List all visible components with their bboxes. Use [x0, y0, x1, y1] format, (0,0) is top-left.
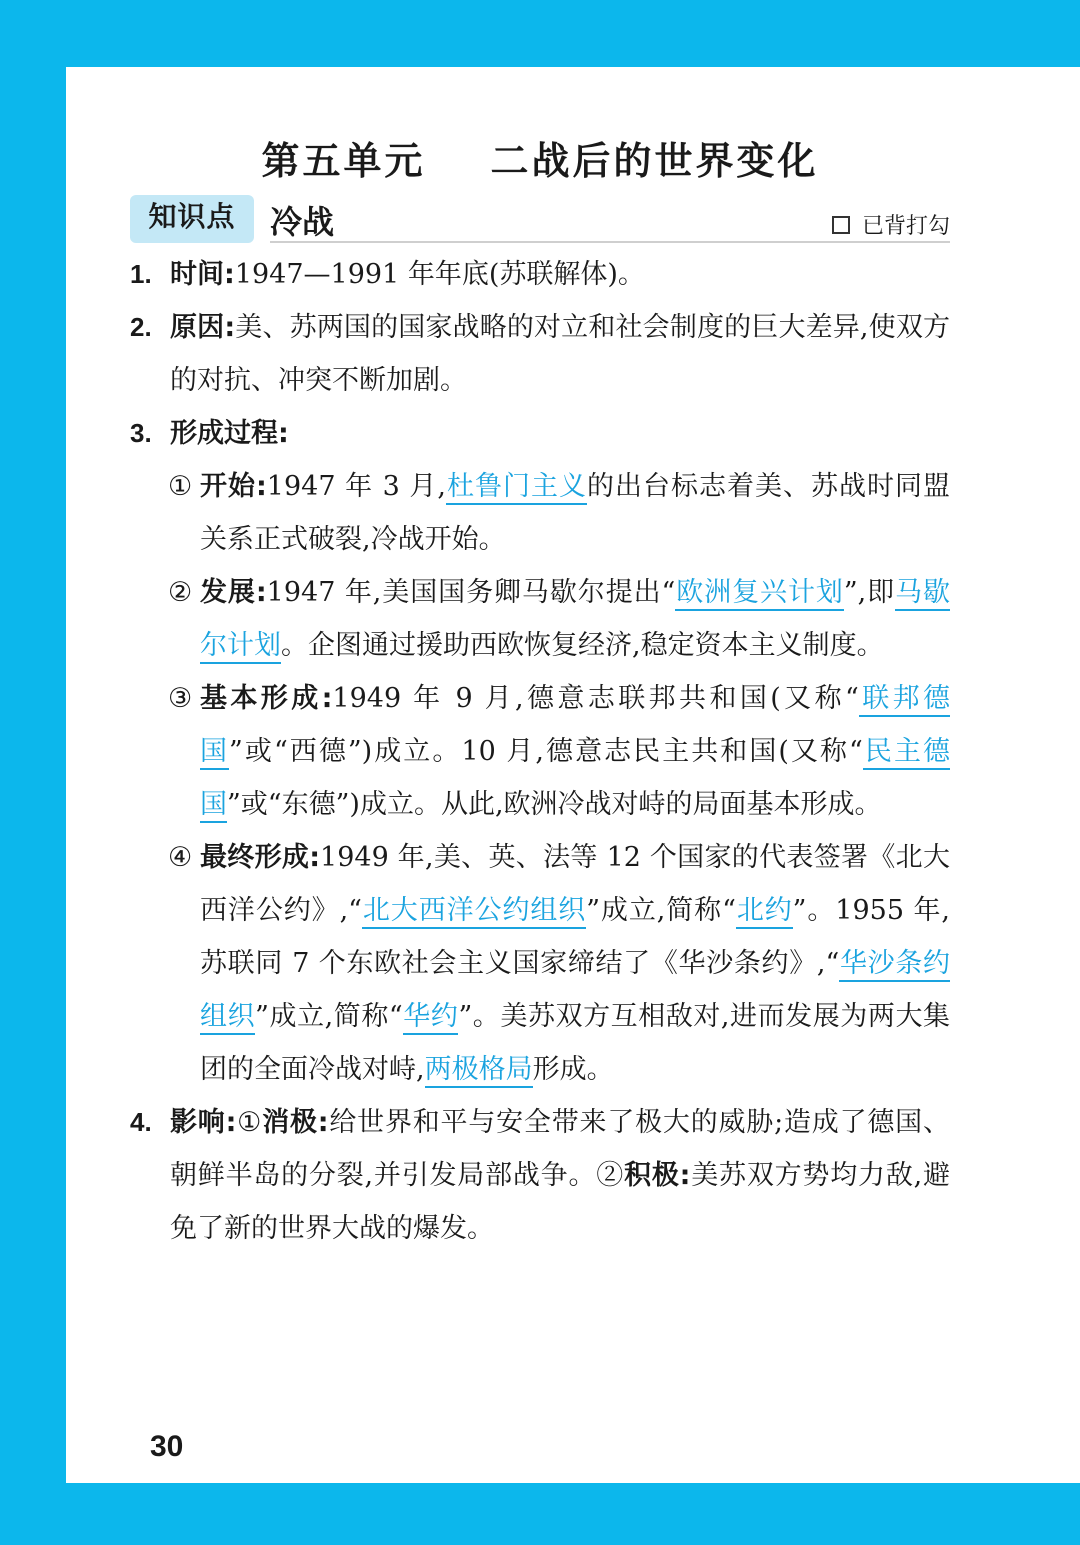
list-item — [130, 407, 950, 460]
list-item — [130, 301, 950, 407]
item-number: 3. — [130, 418, 152, 448]
item-label: 影响: — [170, 1107, 237, 1138]
text: 形成。 — [532, 1054, 614, 1085]
keyword: 民主德国 — [200, 736, 950, 823]
content — [130, 248, 950, 1255]
list-item — [130, 1096, 950, 1255]
sub-label: 开始: — [200, 471, 267, 502]
sub-item — [130, 566, 950, 672]
knowledge-point-header — [130, 195, 950, 243]
text: 给世界和平与安全带来了极大的威胁;造成了德国、朝鲜半岛的分裂,并引发局部战争。 — [170, 1107, 950, 1191]
keyword: 欧洲复兴计划 — [675, 577, 843, 611]
sub-item — [130, 672, 950, 831]
item-label: 形成过程: — [170, 418, 289, 449]
text: 1947 年,美国国务卿马歇尔提出“ — [266, 577, 676, 608]
item-number: 1. — [130, 259, 152, 289]
knowledge-point-badge: 知识点 — [130, 195, 254, 243]
circled-number: ① — [168, 471, 193, 502]
text: ”,即 — [843, 577, 896, 608]
text: ”。美苏双方互相敌对,进而发展为两大集团的全面冷战对峙, — [200, 1001, 951, 1085]
keyword: 两极格局 — [425, 1054, 533, 1088]
sub-label: 消极: — [262, 1107, 329, 1138]
page-number: 30 — [150, 1430, 184, 1463]
item-label: 时间: — [170, 259, 235, 290]
checkbox-label: 已背打勾 — [861, 214, 950, 239]
text: 1949 年 9 月,德意志联邦共和国(又称“ — [332, 683, 859, 714]
text: 1947 年 3 月, — [266, 471, 447, 502]
keyword: 北约 — [736, 895, 793, 929]
circled-number: ② — [168, 577, 193, 608]
item-text: 1947—1991 年年底(苏联解体)。 — [234, 259, 645, 290]
sub-label: 基本形成: — [200, 683, 333, 714]
text: ”或“东德”)成立。从此,欧洲冷战对峙的局面基本形成。 — [227, 789, 882, 820]
item-number: 2. — [130, 312, 152, 342]
item-text: 美、苏两国的国家战略的对立和社会制度的巨大差异,使双方的对抗、冲突不断加剧。 — [170, 312, 950, 396]
item-number: 4. — [130, 1107, 152, 1137]
circled-number: ③ — [168, 683, 193, 714]
keyword: 北大西洋公约组织 — [362, 895, 586, 929]
text: 1949 年,美、英、法等 12 个国家的代表签署《北大西洋公约》,“ — [200, 842, 950, 926]
sub-item — [130, 460, 950, 566]
circled-number: ④ — [168, 842, 193, 873]
header-divider — [270, 241, 950, 243]
text: ”成立,简称“ — [586, 895, 736, 926]
text: ”成立,简称“ — [255, 1001, 403, 1032]
keyword: 联邦德国 — [200, 683, 950, 770]
text: 的出台标志着美、苏战时同盟关系正式破裂,冷战开始。 — [200, 471, 950, 555]
text: ”。1955 年,苏联同 7 个东欧社会主义国家缔结了《华沙条约》,“ — [200, 895, 950, 979]
list-item — [130, 248, 950, 301]
text: ”或“西德”)成立。10 月,德意志民主共和国(又称“ — [229, 736, 863, 767]
section-title: 冷战 — [270, 203, 335, 241]
sub-label: 积极: — [624, 1160, 691, 1191]
sub-label: 发展: — [200, 577, 267, 608]
memorized-checkbox[interactable] — [832, 209, 950, 240]
circled-number: ① — [236, 1107, 263, 1138]
unit-title: 第五单元 二战后的世界变化 — [261, 139, 819, 183]
keyword: 华约 — [403, 1001, 459, 1035]
sub-item — [130, 831, 950, 1096]
sub-label: 最终形成: — [200, 842, 321, 873]
item-label: 原因: — [170, 312, 236, 343]
keyword: 杜鲁门主义 — [446, 471, 587, 505]
text: 美苏双方势均力敌,避免了新的世界大战的爆发。 — [170, 1160, 950, 1244]
keyword: 华沙条约组织 — [200, 948, 950, 1035]
text: 。企图通过援助西欧恢复经济,稳定资本主义制度。 — [281, 630, 884, 661]
circled-number: ② — [596, 1160, 625, 1191]
keyword: 马歇尔计划 — [200, 577, 950, 664]
checkbox-icon[interactable] — [832, 216, 850, 234]
